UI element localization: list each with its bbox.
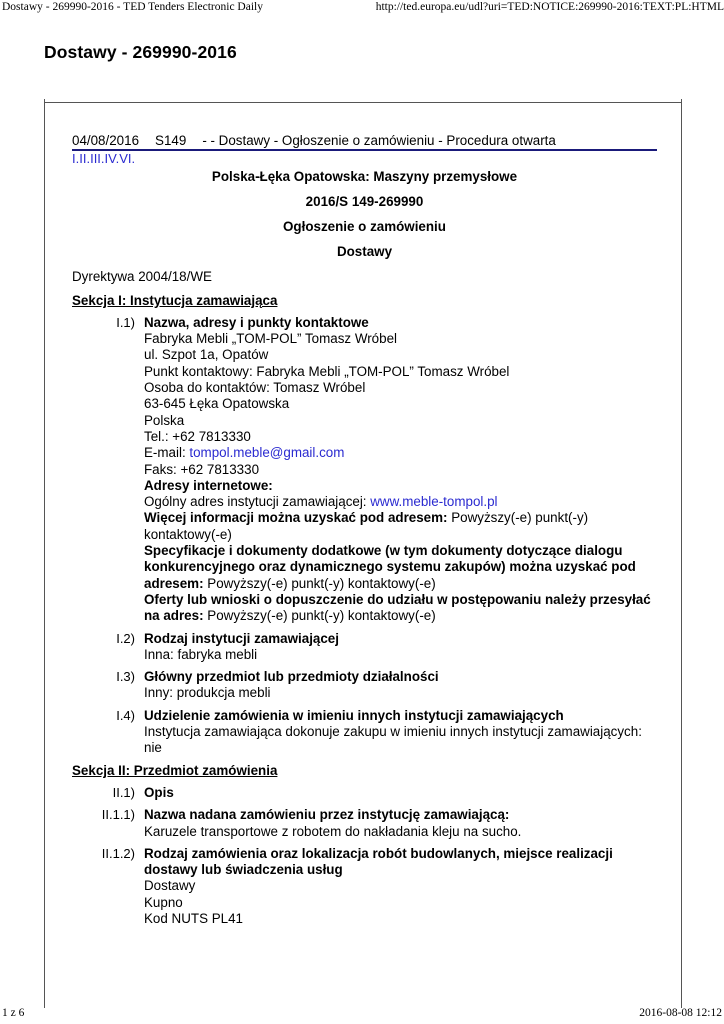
frame-tick [681,99,682,106]
email-label: E-mail: [144,445,190,461]
offers-label: Oferty lub wnioski o dopuszczenie do udziału w postępowaniu należy przesyłać na adres: [144,591,651,624]
item-number: I.3) [116,669,135,685]
item-number: II.1) [112,784,135,800]
item-title: Opis [144,784,174,800]
item-text: Kupno [144,894,183,910]
notice-header-line [72,133,657,151]
notice-place-heading: Polska-Łęka Opatowska: Maszyny przemysłowe [211,169,518,185]
item-text: Instytucja zamawiająca dokonuje zakupu w imieniu innych instytucji zamawiających: nie [144,724,642,756]
notice-series: S149 [155,133,187,148]
item-text: Inna: fabryka mebli [144,646,258,662]
nav-link-iv[interactable]: IV. [104,151,120,167]
item-i2 [72,631,657,664]
item-ii1 [72,785,657,801]
address-line: Punkt kontaktowy: Fabryka Mebli „TOM-POL” Tomasz Wróbel [144,363,510,379]
item-ii11 [72,807,657,840]
email-row [144,445,657,461]
section-nav [72,151,657,166]
website-link[interactable]: www.meble-tompol.pl [370,494,498,510]
item-title: Rodzaj instytucji zamawiającej [144,630,339,646]
address-line: Tel.: +62 7813330 [144,428,251,444]
item-i1 [72,315,657,625]
more-info-row [144,510,657,543]
general-address-row [144,494,657,510]
print-header-title: Dostawy - 269990-2016 - TED Tenders Electronic Daily [2,1,263,13]
address-line: Polska [144,412,185,428]
item-title: Nazwa nadana zamówieniu przez instytucję zamawiającą: [144,807,510,823]
print-header-url: http://ted.europa.eu/udl?uri=TED:NOTICE:269990-2016:TEXT:PL:HTML [375,1,724,13]
nav-link-iii[interactable]: III. [90,151,105,167]
item-title: Główny przedmiot lub przedmioty działalności [144,669,439,685]
notice-type-heading: Ogłoszenie o zamówieniu [283,219,446,235]
item-number: II.1.1) [101,807,135,823]
notice-reference: 2016/S 149-269990 [305,194,424,210]
item-ii12 [72,846,657,927]
nav-link-ii[interactable]: II. [79,151,91,167]
address-line: ul. Szpot 1a, Opatów [144,347,269,363]
page-title: Dostawy - 269990-2016 [44,42,237,62]
item-number: I.4) [116,707,135,723]
item-text: Kod NUTS PL41 [144,910,243,926]
item-number: I.1) [116,314,135,330]
nav-link-vi[interactable]: VI. [119,151,136,167]
spec-label: Specyfikacje i dokumenty dodatkowe (w tym dokumenty dotyczące dialogu konkurencyjnego oraz dynamicznego systemu zakupów) można uzyskać pod adresem: [144,543,636,591]
item-text: Karuzele transportowe z robotem do nakładania kleju na sucho. [144,823,522,839]
item-number: II.1.2) [101,845,135,861]
item-i4 [72,708,657,757]
page-counter: 1 z 6 [2,1007,25,1019]
item-i3 [72,669,657,702]
general-address-label: Ogólny adres instytucji zamawiającej: [144,494,371,510]
more-info-value: Powyższy(-e) punkt(-y) kontaktowy(-e) [144,510,589,542]
offers-value: Powyższy(-e) punkt(-y) kontaktowy(-e) [203,608,436,624]
section-1-heading: Sekcja I: Instytucja zamawiająca [72,292,278,308]
address-line: Fabryka Mebli „TOM-POL” Tomasz Wróbel [144,331,397,347]
item-text: Inny: produkcja mebli [144,685,271,701]
print-footer [0,1007,724,1019]
email-link[interactable]: tompol.meble@gmail.com [189,445,345,461]
item-text: Dostawy [144,878,196,894]
item-title: Udzielenie zamówienia w imieniu innych instytucji zamawiających [144,707,564,723]
print-timestamp: 2016-08-08 12:12 [639,1007,722,1019]
directive: Dyrektywa 2004/18/WE [72,269,212,285]
more-info-label: Więcej informacji można uzyskać pod adresem: [144,510,448,526]
address-line: 63-645 Łęka Opatowska [144,396,290,412]
notice-kind-heading: Dostawy [336,244,393,260]
address-line: Osoba do kontaktów: Tomasz Wróbel [144,380,366,396]
item-title: Nazwa, adresy i punkty kontaktowe [144,314,369,330]
notice-date: 04/08/2016 [72,133,140,148]
nav-link-i[interactable]: I. [72,151,80,167]
item-title: Rodzaj zamówienia oraz lokalizacja robót budowlanych, miejsce realizacji dostawy lub świadczenia usług [144,845,613,878]
notice-content [72,133,657,933]
notice-title: - - Dostawy - Ogłoszenie o zamówieniu - Procedura otwarta [202,133,556,148]
offers-row [144,592,657,625]
spec-value: Powyższy(-e) punkt(-y) kontaktowy(-e) [203,575,436,591]
spec-row [144,543,657,592]
fax-line: Faks: +62 7813330 [144,461,260,477]
section-2-heading: Sekcja II: Przedmiot zamówienia [72,762,278,778]
item-number: I.2) [116,630,135,646]
frame-tick [44,99,45,106]
internet-addresses-label: Adresy internetowe: [144,477,273,493]
print-header [0,1,724,13]
